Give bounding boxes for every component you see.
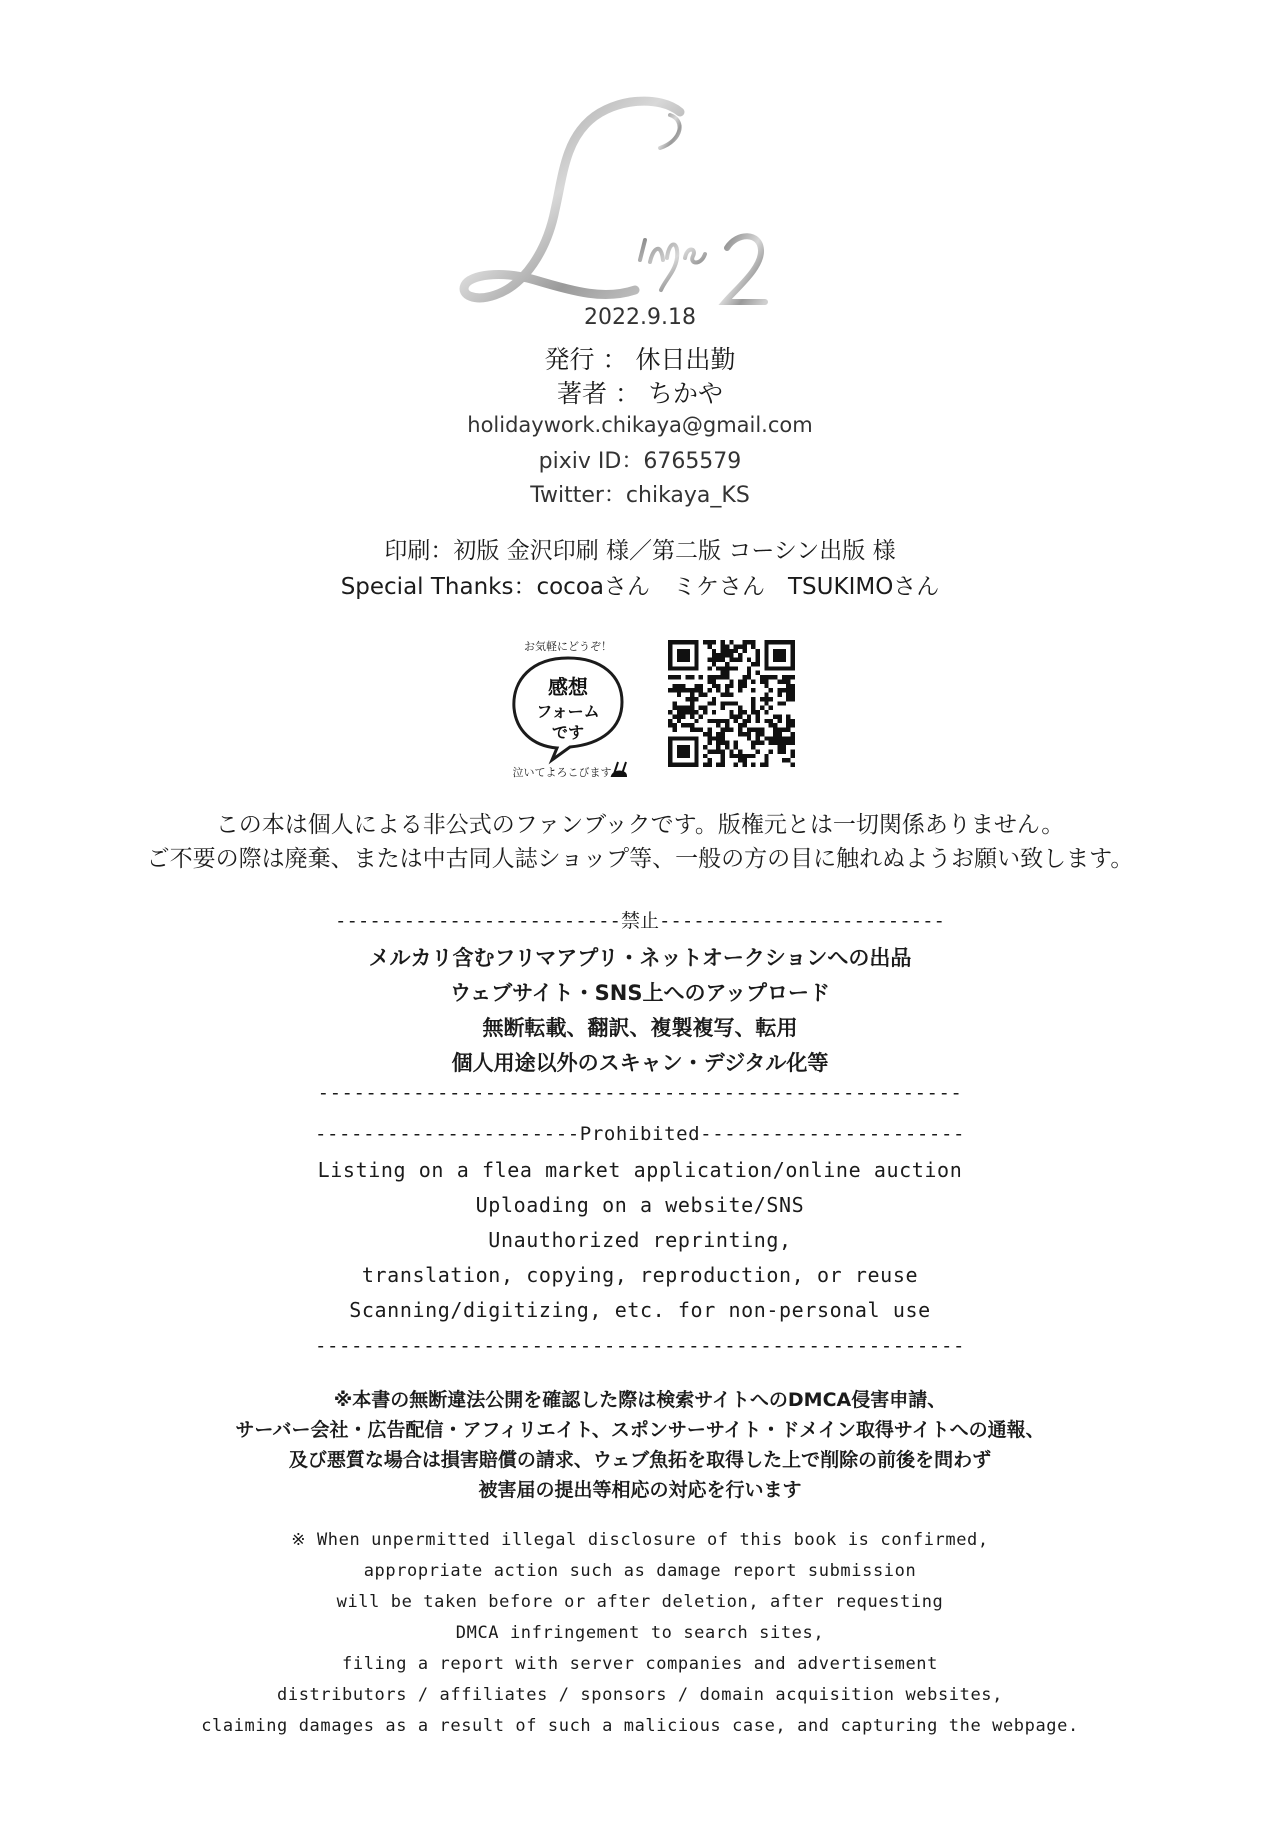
- bubble-line-2: フォーム: [536, 702, 600, 721]
- bubble-bottom-text: 泣いてよろこびます: [512, 766, 612, 779]
- warning-jp-line: 及び悪質な場合は損害賠償の請求、ウェブ魚拓を取得した上で削除の前後を問わず: [288, 1449, 992, 1471]
- prohibited-en-item: Listing on a flea market application/online auction: [317, 1158, 963, 1182]
- pixiv-id: pixiv ID：6765579: [538, 449, 742, 474]
- feedback-bubble: [502, 630, 634, 780]
- warning-jp-line: ※本書の無断違法公開を確認した際は検索サイトへのDMCA侵害申請、: [333, 1389, 947, 1411]
- prohibited-jp-item: 個人用途以外のスキャン・デジタル化等: [451, 1051, 829, 1075]
- printing-credit: 印刷：初版 金沢印刷 様／第二版 コーシン出版 様: [384, 538, 896, 564]
- qr-code-icon[interactable]: [668, 640, 795, 767]
- prohibited-jp-footer: ------------------------------------------------------: [317, 1082, 963, 1104]
- prohibited-jp-item: ウェブサイト・SNS上へのアップロード: [449, 981, 831, 1005]
- prohibited-en-item: Uploading on a website/SNS: [475, 1193, 805, 1217]
- prohibited-en-item: Scanning/digitizing, etc. for non-personal use: [349, 1298, 931, 1322]
- author: 著者 ： ちかや: [557, 379, 723, 408]
- email: holidaywork.chikaya@gmail.com: [467, 413, 813, 437]
- warning-en-line: claiming damages as a result of such a malicious case, and capturing the webpage.: [201, 1716, 1079, 1736]
- bubble-line-3: です: [551, 723, 585, 742]
- prohibited-jp-item: 無断転載、翻訳、複製複写、転用: [482, 1016, 798, 1040]
- prohibited-en-item: Unauthorized reprinting,: [488, 1228, 792, 1252]
- twitter-handle: Twitter：chikaya_KS: [530, 483, 750, 508]
- prohibited-en-item: translation, copying, reproduction, or reuse: [361, 1263, 919, 1287]
- disposal-request: ご不要の際は廃棄、または中古同人誌ショップ等、一般の方の目に触れぬようお願い致します。: [146, 846, 1134, 872]
- publish-date: 2022.9.18: [584, 305, 696, 330]
- warning-en-line: ※ When unpermitted illegal disclosure of this book is confirmed,: [291, 1530, 989, 1550]
- fanbook-disclaimer: この本は個人による非公式のファンブックです。版権元とは一切関係ありません。: [215, 812, 1065, 838]
- warning-en-line: filing a report with server companies and advertisement: [342, 1654, 938, 1674]
- prohibited-en-header: ----------------------Prohibited----------------------: [314, 1123, 966, 1145]
- rabbit-icon: [612, 762, 626, 776]
- warning-jp-line: 被害届の提出等相応の対応を行います: [478, 1479, 802, 1501]
- warning-en-line: distributors / affiliates / sponsors / domain acquisition websites,: [277, 1685, 1003, 1705]
- publisher: 発行 ： 休日出勤: [544, 345, 736, 374]
- title-logo: [455, 90, 825, 310]
- warning-en-line: appropriate action such as damage report submission: [363, 1561, 917, 1581]
- bubble-line-1: 感想: [548, 675, 588, 699]
- prohibited-jp-item: メルカリ含むフリマアプリ・ネットオークションへの出品: [368, 946, 912, 970]
- warning-jp-line: サーバー会社・広告配信・アフィリエイト、スポンサーサイト・ドメイン取得サイトへの通報、: [235, 1419, 1045, 1441]
- special-thanks: Special Thanks：cocoaさん ミケさん TSUKIMOさん: [340, 574, 940, 600]
- prohibited-en-footer: ------------------------------------------------------: [314, 1335, 966, 1357]
- warning-en-line: will be taken before or after deletion, after requesting: [336, 1592, 944, 1612]
- prohibited-jp-header: -------------------------禁止-------------------------: [335, 910, 945, 932]
- warning-en-line: DMCA infringement to search sites,: [455, 1623, 825, 1643]
- bubble-top-text: お気軽にどうぞ！: [524, 640, 612, 653]
